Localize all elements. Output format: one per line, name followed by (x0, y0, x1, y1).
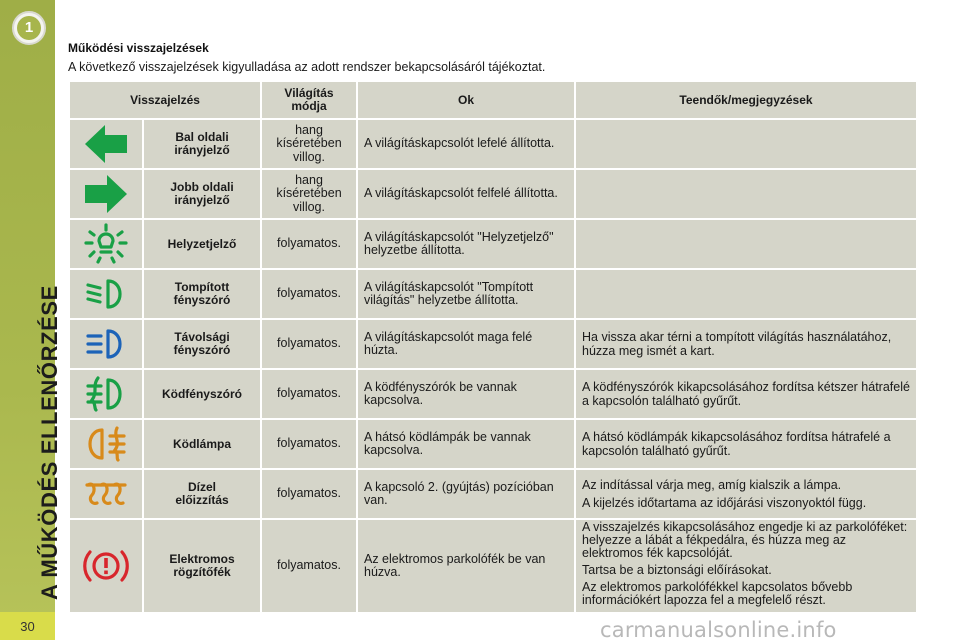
note-paragraph: Az indítással várja meg, amíg kialszik a lámpa. (582, 478, 842, 493)
row-cause: A ködfényszórók be vannak kapcsolva. (357, 369, 575, 419)
table-row (69, 469, 917, 519)
chapter-number-badge (12, 11, 46, 45)
row-icon-cell (69, 219, 143, 269)
note-paragraph: Az elektromos parkolófékkel kapcsolatos bővebb információkért lapozza fel a megfelelő részt. (582, 580, 853, 608)
header-mode (261, 81, 357, 119)
row-mode-line: hang (295, 173, 323, 188)
row-name (143, 519, 261, 613)
row-name-line: irányjelző (174, 193, 230, 207)
row-name-line: rögzítőfék (173, 565, 231, 579)
sidelights-icon (84, 222, 128, 266)
header-cause: Ok (357, 81, 575, 119)
note-paragraph: Tartsa be a biztonsági előírásokat. (582, 563, 772, 577)
header-mode-line2: módja (291, 99, 327, 113)
row-cause: A hátsó ködlámpák be vannak kapcsolva. (357, 419, 575, 469)
row-mode-line: kíséretében (276, 186, 342, 201)
row-name-line: Tompított (174, 280, 230, 295)
row-name (143, 169, 261, 219)
row-cause: A világításkapcsolót felfelé állította. (357, 169, 575, 219)
main-beam-icon (84, 327, 128, 361)
row-name-line: Távolsági (174, 330, 230, 345)
row-note (575, 369, 917, 419)
row-mode: folyamatos. (261, 469, 357, 519)
row-icon-cell (69, 119, 143, 169)
row-name (143, 319, 261, 369)
table-header-row (69, 81, 917, 119)
row-mode-line: hang (295, 123, 323, 138)
row-note (575, 319, 917, 369)
row-mode-line: villog. (293, 199, 325, 214)
chapter-sidebar (0, 0, 62, 640)
row-note (575, 519, 917, 613)
electric-parking-brake-icon (83, 546, 129, 586)
header-indicator: Visszajelzés (69, 81, 261, 119)
row-name-line: Elektromos (169, 552, 235, 567)
table-row (69, 219, 917, 269)
row-note (575, 269, 917, 319)
row-cause: A világításkapcsolót "Tompított világítás" helyzetbe állította. (357, 269, 575, 319)
row-name-line: fényszóró (173, 293, 231, 307)
row-icon-cell (69, 469, 143, 519)
row-icon-cell (69, 419, 143, 469)
note-paragraph: Ha vissza akar térni a tompított világítás használatához, húzza meg ismét a kart. (582, 330, 892, 358)
section-intro: A következő visszajelzések kigyulladása az adott rendszer bekapcsolásáról tájékoztat. (68, 60, 546, 74)
left-turn-arrow-icon (83, 123, 129, 165)
table-row (69, 169, 917, 219)
table-row (69, 119, 917, 169)
row-mode: folyamatos. (261, 219, 357, 269)
row-icon-cell (69, 519, 143, 613)
row-name (143, 119, 261, 169)
table-row (69, 419, 917, 469)
header-notes: Teendők/megjegyzések (575, 81, 917, 119)
dipped-beam-icon (84, 277, 128, 311)
row-icon-cell (69, 169, 143, 219)
row-name: Helyzetjelző (143, 219, 261, 269)
table-row (69, 519, 917, 613)
row-mode-line: kíséretében (276, 136, 342, 151)
rear-fog-lamp-icon (84, 426, 128, 462)
row-mode: folyamatos. (261, 369, 357, 419)
row-mode (261, 169, 357, 219)
row-mode (261, 119, 357, 169)
note-paragraph: A kijelzés időtartama az időjárási viszonyoktól függ. (582, 495, 867, 510)
table-row (69, 369, 917, 419)
row-cause: Az elektromos parkolófék be van húzva. (357, 519, 575, 613)
table-row (69, 269, 917, 319)
note-paragraph: A hátsó ködlámpák kikapcsolásához fordítsa hátrafelé a kapcsolón található gyűrűt. (582, 430, 891, 458)
row-name (143, 269, 261, 319)
row-mode: folyamatos. (261, 419, 357, 469)
row-name-line: előizzítás (175, 493, 229, 507)
row-cause: A világításkapcsolót lefelé állította. (357, 119, 575, 169)
row-cause: A kapcsoló 2. (gyújtás) pozícióban van. (357, 469, 575, 519)
row-name-line: irányjelző (174, 143, 230, 157)
row-note (575, 169, 917, 219)
warning-lamps-table (68, 80, 918, 614)
page-number: 30 (0, 612, 55, 640)
row-mode: folyamatos. (261, 519, 357, 613)
right-turn-arrow-icon (83, 173, 129, 215)
chapter-number: 1 (17, 16, 41, 40)
row-note (575, 119, 917, 169)
row-mode: folyamatos. (261, 269, 357, 319)
note-paragraph: A ködfényszórók kikapcsolásához fordítsa kétszer hátrafelé a kapcsolón található gyűrűt. (582, 380, 910, 408)
table-row (69, 319, 917, 369)
row-icon-cell (69, 269, 143, 319)
row-note (575, 419, 917, 469)
section-title: Működési visszajelzések (68, 41, 209, 55)
diesel-preheat-icon (84, 479, 128, 509)
note-paragraph: A visszajelzés kikapcsolásához engedje ki az parkolóféket: helyezze a lábát a fékpedálra, és húzza meg az elektromos fék kapcsolóját. (582, 519, 908, 560)
header-mode-line1: Világítás (284, 86, 334, 101)
row-mode-line: villog. (293, 149, 325, 164)
row-name: Ködlámpa (143, 419, 261, 469)
row-name-line: Dízel (187, 480, 216, 495)
watermark-text: carmanualsonline.info (600, 618, 837, 640)
row-cause: A világításkapcsolót maga felé húzta. (357, 319, 575, 369)
row-note (575, 219, 917, 269)
row-icon-cell (69, 369, 143, 419)
row-name-line: Bal oldali (175, 130, 229, 145)
row-note (575, 469, 917, 519)
row-name-line: Jobb oldali (170, 180, 234, 195)
row-icon-cell (69, 319, 143, 369)
front-fog-lamp-icon (84, 376, 128, 412)
chapter-title: A MŰKÖDÉS ELLENŐRZÉSE (37, 285, 62, 600)
row-mode: folyamatos. (261, 319, 357, 369)
row-name-line: fényszóró (173, 343, 231, 357)
row-name (143, 469, 261, 519)
row-cause: A világításkapcsolót "Helyzetjelző" helyzetbe állította. (357, 219, 575, 269)
row-name: Ködfényszóró (143, 369, 261, 419)
